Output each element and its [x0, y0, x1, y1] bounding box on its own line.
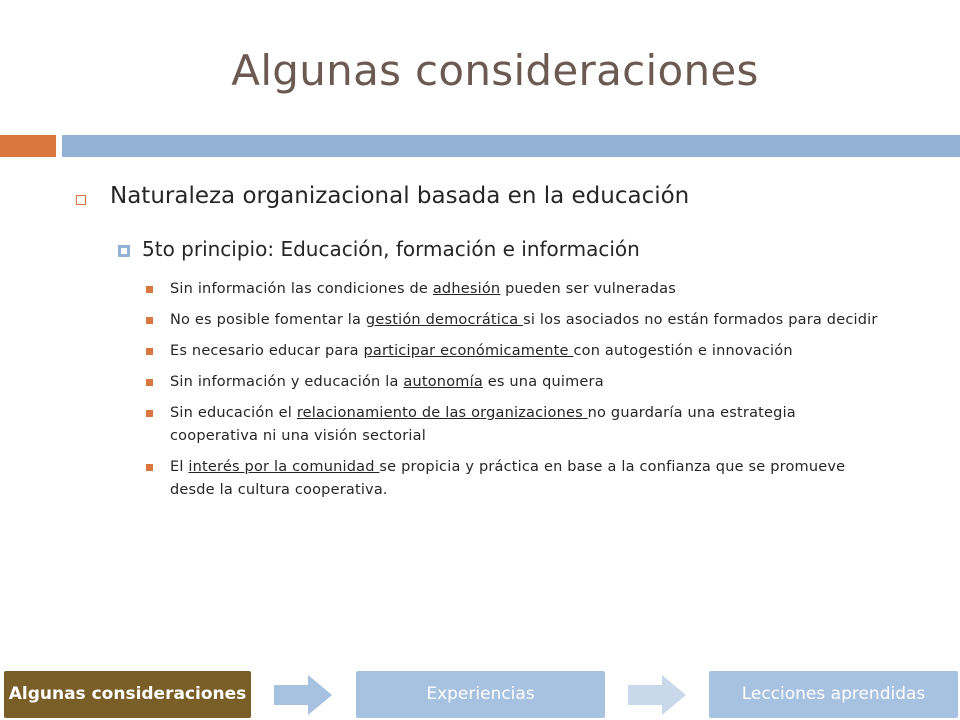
- bullet-text-underlined: interés por la comunidad: [188, 459, 380, 475]
- bullet-text-pre: Es necesario educar para: [170, 343, 364, 359]
- arrow-right-icon: [274, 675, 334, 715]
- bullet-text-post: pueden ser vulneradas: [500, 281, 676, 297]
- bullet-text-pre: El: [170, 459, 189, 475]
- title-rule-blue: [62, 135, 960, 157]
- hollow-square-bullet-icon: [76, 195, 86, 205]
- filled-square-bullet-icon: [146, 348, 153, 355]
- bullet-text-post: con autogestión e innovación: [573, 343, 793, 359]
- bullet-text-underlined: gestión democrática: [365, 312, 524, 328]
- bullet-text-underlined: adhesión: [432, 281, 501, 297]
- filled-square-bullet-icon: [146, 286, 153, 293]
- bullet-text-pre: Sin información y educación la: [170, 374, 404, 390]
- arrow-right-icon: [628, 675, 688, 715]
- bullet-text-post: si los asociados no están formados para decidir: [523, 312, 878, 328]
- list-item: [146, 309, 886, 332]
- bullet-list: [146, 278, 886, 510]
- bullet-text-underlined: relacionamiento de las organizaciones: [296, 405, 588, 421]
- footer-tab-lecciones-aprendidas[interactable]: Lecciones aprendidas: [709, 671, 958, 718]
- filled-square-bullet-icon: [146, 379, 153, 386]
- bullet-text-post: no guardaría una estrategia cooperativa ni una visión sectorial: [170, 405, 796, 444]
- list-item: [146, 456, 886, 502]
- bullet-text-pre: Sin información las condiciones de: [170, 281, 433, 297]
- bullet-text-underlined: participar económicamente: [363, 343, 574, 359]
- list-item: [146, 278, 886, 301]
- footer-tab-algunas-consideraciones[interactable]: Algunas consideraciones: [4, 671, 251, 718]
- bullet-text-post: se propicia y práctica en base a la confianza que se promueve desde la cultura cooperativa.: [170, 459, 846, 498]
- bullet-text-pre: Sin educación el: [170, 405, 297, 421]
- level1-text: Naturaleza organizacional basada en la educación: [110, 183, 690, 209]
- bullet-text-underlined: autonomía: [403, 374, 483, 390]
- footer-tab-experiencias[interactable]: Experiencias: [356, 671, 605, 718]
- filled-square-bullet-icon: [146, 410, 153, 417]
- filled-square-bullet-icon: [146, 317, 153, 324]
- level2-text: 5to principio: Educación, formación e información: [142, 237, 640, 261]
- bullet-text-pre: No es posible fomentar la: [170, 312, 366, 328]
- bullet-text-post: es una quimera: [482, 374, 604, 390]
- list-item: [146, 402, 886, 448]
- square-bullet-icon: [118, 245, 130, 257]
- list-item: [146, 371, 886, 394]
- filled-square-bullet-icon: [146, 464, 153, 471]
- title-rule-orange: [0, 135, 56, 157]
- page-title: Algunas consideraciones: [231, 46, 759, 95]
- list-item: [146, 340, 886, 363]
- footer-nav: [0, 671, 960, 718]
